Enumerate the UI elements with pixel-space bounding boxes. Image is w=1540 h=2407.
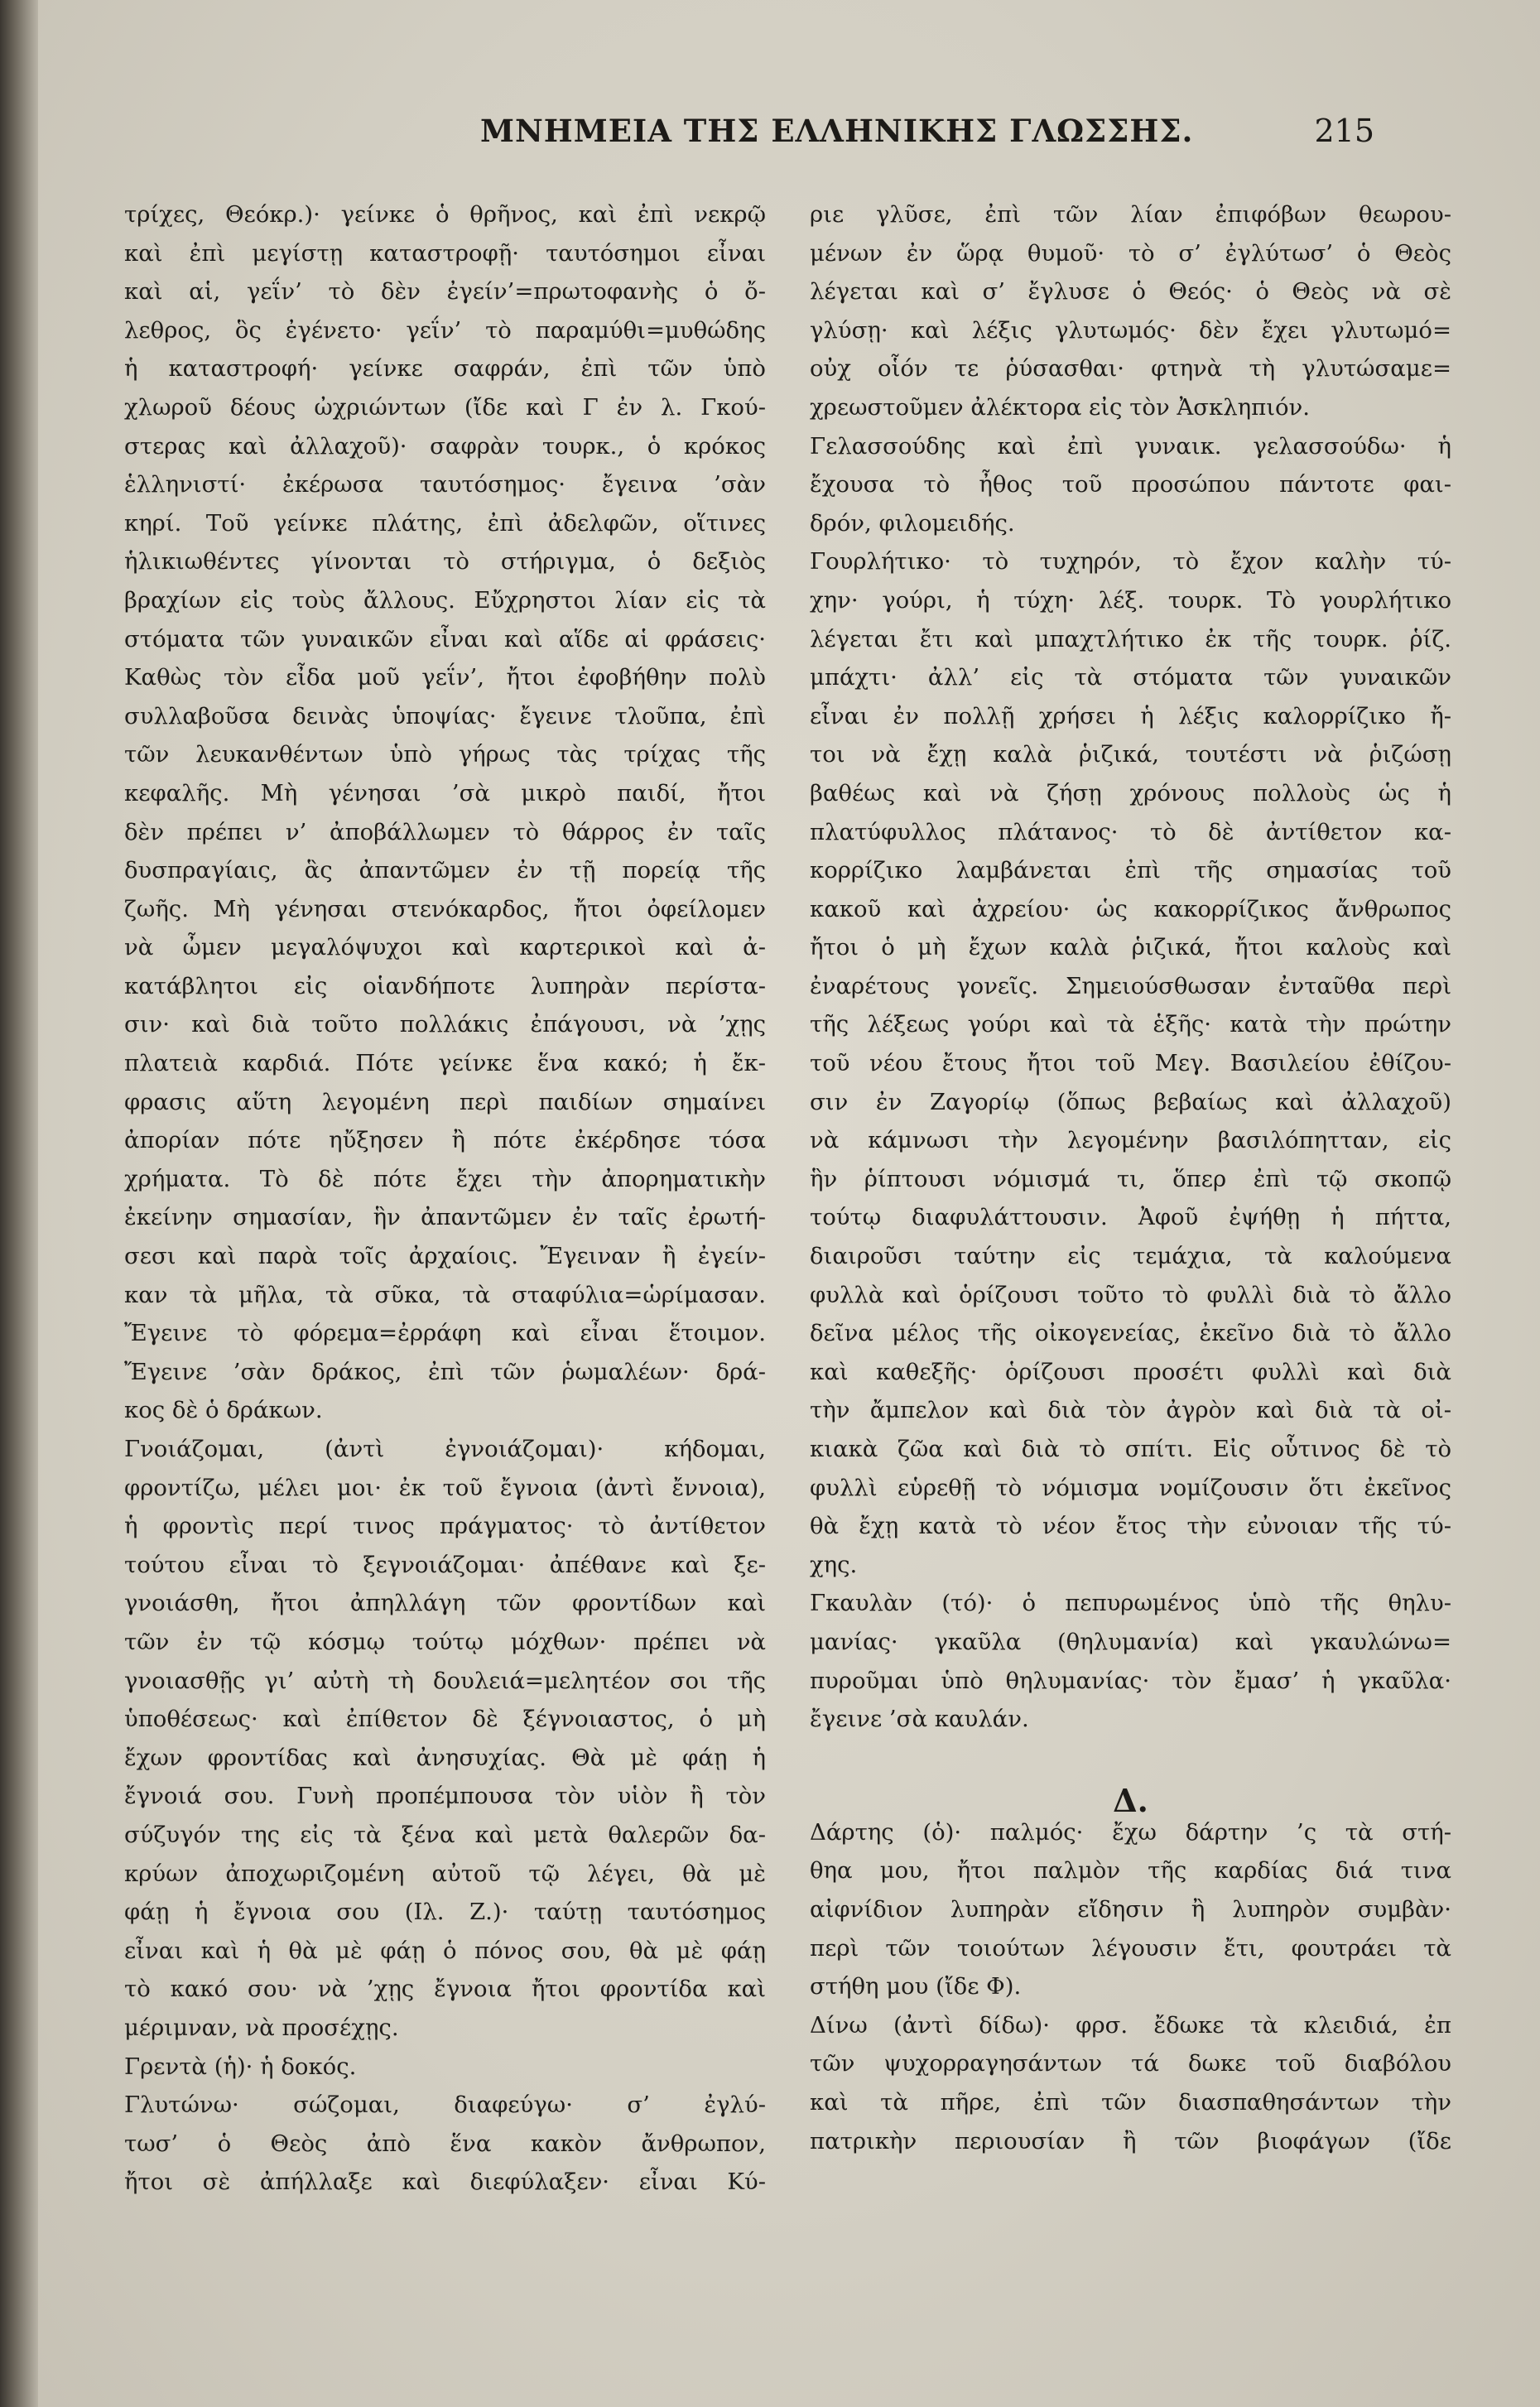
text-line: ἀπορίαν πότε ηὔξησεν ἢ πότε ἐκέρδησε τόσα: [124, 1127, 766, 1154]
text-line: Καθὼς τὸν εἶδα μοῦ γεΐν’, ἤτοι ἐφοβήθην πολὺ: [124, 664, 766, 691]
text-line: Γκαυλὰν (τό)· ὁ πεπυρωμένος ὑπὸ τῆς θηλυ-: [810, 1590, 1451, 1617]
text-line: Γουρλήτικο· τὸ τυχηρόν, τὸ ἔχον καλὴν τύ-: [810, 548, 1451, 575]
text-line: χης.: [810, 1551, 858, 1578]
text-line: σεσι καὶ παρὰ τοῖς ἀρχαίοις. Ἔγειναν ἢ ἐγείν-: [124, 1243, 766, 1270]
text-line: φροντίζω, μέλει μοι· ἐκ τοῦ ἔγνοια (ἀντὶ ἔννοια),: [124, 1474, 766, 1501]
text-line: ἤτοι ὁ μὴ ἔχων καλὰ ῥιζικά, ἤτοι καλοὺς καὶ: [810, 934, 1451, 961]
text-line: Γελασσούδης καὶ ἐπὶ γυναικ. γελασσούδω· ἡ: [810, 432, 1451, 460]
text-line: κεφαλῆς. Μὴ γένησαι ’σὰ μικρὸ παιδί, ἤτοι: [124, 779, 766, 806]
text-line: ἔχουσα τὸ ἦθος τοῦ προσώπου πάντοτε φαι-: [810, 471, 1451, 498]
text-line: πλατειὰ καρδιά. Πότε γείνκε ἕνα κακό; ἡ ἔκ-: [124, 1050, 766, 1077]
text-line: ὑποθέσεως· καὶ ἐπίθετον δὲ ξέγνοιαστος, ὁ μὴ: [124, 1706, 766, 1733]
book-gutter-shadow: [0, 0, 38, 2407]
text-line: Δάρτης (ὁ)· παλμός· ἔχω δάρτην ’ς τὰ στή-: [810, 1818, 1451, 1846]
text-line: Γρεντὰ (ἡ)· ἡ δοκός.: [124, 2053, 357, 2080]
text-line: τούτου εἶναι τὸ ξεγνοιάζομαι· ἀπέθανε καὶ ξε-: [124, 1551, 766, 1578]
text-line: αἰφνίδιον λυπηρὰν εἴδησιν ἢ λυπηρὸν συμβὰν·: [810, 1895, 1451, 1923]
left-column: [124, 195, 766, 2202]
right-column: [810, 195, 1451, 2160]
text-line: στόματα τῶν γυναικῶν εἶναι καὶ αἵδε αἱ φράσεις·: [124, 625, 766, 652]
text-line: καὶ αἱ, γεΐν’ τὸ δὲν ἐγείν’=πρωτοφανὴς ὁ ὄ-: [124, 278, 766, 306]
text-line: γνοιασθῇς γι’ αὐτὴ τὴ δουλειά=μελητέον σοι τῆς: [124, 1667, 766, 1694]
text-line: κακοῦ καὶ ἀχρείου· ὡς κακορρίζικος ἄνθρωπος: [810, 895, 1451, 922]
text-line: γνοιάσθη, ἤτοι ἀπηλλάγη τῶν φροντίδων καὶ: [124, 1590, 766, 1617]
text-line: τῶν ψυχορραγησάντων τά δωκε τοῦ διαβόλου: [810, 2050, 1451, 2077]
text-line: τρίχες, Θεόκρ.)· γείνκε ὁ θρῆνος, καὶ ἐπὶ νεκρῷ: [124, 201, 766, 228]
text-line: κος δὲ ὁ δράκων.: [124, 1397, 323, 1424]
text-line: τῶν ἐν τῷ κόσμῳ τούτῳ μόχθων· πρέπει νὰ: [124, 1628, 766, 1655]
text-line: ἔχων φροντίδας καὶ ἀνησυχίας. Θὰ μὲ φάῃ ἡ: [124, 1744, 766, 1771]
text-line: δὲν πρέπει ν’ ἀποβάλλωμεν τὸ θάρρος ἐν ταῖς: [124, 818, 766, 845]
text-line: θηα μου, ἤτοι παλμὸν τῆς καρδίας διά τινα: [810, 1857, 1451, 1885]
running-title: ΜΝΗΜΕΙΑ ΤΗΣ ΕΛΛΗΝΙΚΗΣ ΓΛΩΣΣΗΣ.: [480, 113, 1194, 149]
text-line: λέγεται ἔτι καὶ μπαχτλήτικο ἐκ τῆς τουρκ. ῥίζ.: [810, 625, 1451, 652]
page-header: [166, 106, 1374, 164]
text-line: τοι νὰ ἔχῃ καλὰ ῥιζικά, τουτέστι νὰ ῥιζώσῃ: [810, 741, 1451, 768]
text-line: θὰ ἔχῃ κατὰ τὸ νέον ἔτος τὴν εὐνοιαν τῆς τύ-: [810, 1513, 1451, 1540]
text-line: βραχίων εἰς τοὺς ἄλλους. Εὔχρηστοι λίαν εἰς τὰ: [124, 586, 766, 614]
text-line: λέγεται καὶ σ’ ἔγλυσε ὁ Θεός· ὁ Θεὸς νὰ σὲ: [810, 278, 1451, 306]
text-line: Γνοιάζομαι, (ἀντὶ ἐγνοιάζομαι)· κήδομαι,: [124, 1436, 766, 1462]
text-line: ριε γλῦσε, ἐπὶ τῶν λίαν ἐπιφόβων θεωρου-: [810, 201, 1451, 228]
right-column-entries-delta: [810, 1813, 1451, 2160]
text-line: νὰ ὦμεν μεγαλόψυχοι καὶ καρτερικοὶ καὶ ἀ-: [124, 934, 766, 961]
text-line: δεῖνα μέλος τῆς οἰκογενείας, ἐκεῖνο διὰ τὸ ἄλλο: [810, 1320, 1451, 1347]
section-letter-delta: Δ.: [1113, 1781, 1148, 1819]
text-line: ἣν ῥίπτουσι νόμισμά τι, ὅπερ ἐπὶ τῷ σκοπῷ: [810, 1165, 1451, 1192]
text-line: δυσπραγίαις, ἃς ἀπαντῶμεν ἐν τῇ πορείᾳ τῆς: [124, 857, 766, 884]
text-line: κρύων ἀποχωριζομένη αὐτοῦ τῷ λέγει, θὰ μὲ: [124, 1860, 766, 1887]
text-line: ἑλληνιστί· ἐκέρωσα ταυτόσημος· ἔγεινα ’σὰν: [124, 471, 766, 498]
text-line: σιν ἐν Ζαγορίῳ (ὅπως βεβαίως καὶ ἀλλαχοῦ): [810, 1088, 1451, 1115]
text-line: ἐκείνην σημασίαν, ἣν ἀπαντῶμεν ἐν ταῖς ἐρωτή-: [124, 1204, 766, 1231]
text-line: τούτῳ διαφυλάττουσιν. Ἀφοῦ ἐψήθῃ ἡ πήττα,: [810, 1204, 1451, 1231]
text-line: καν τὰ μῆλα, τὰ σῦκα, τὰ σταφύλια=ὡρίμασαν.: [124, 1281, 766, 1308]
text-line: περὶ τῶν τοιούτων λέγουσιν ἔτι, φουτράει τὰ: [810, 1934, 1451, 1962]
text-line: Γλυτώνω· σώζομαι, διαφεύγω· σ’ ἐγλύ-: [124, 2092, 766, 2119]
text-line: ἐναρέτους γονεῖς. Σημειούσθωσαν ἐνταῦθα περὶ: [810, 972, 1451, 999]
text-line: συλλαβοῦσα δεινὰς ὑποψίας· ἔγεινε τλοῦπα, ἐπὶ: [124, 702, 766, 729]
text-line: ἡ καταστροφή· γείνκε σαφράν, ἐπὶ τῶν ὑπὸ: [124, 355, 766, 383]
text-line: σιν· καὶ διὰ τοῦτο πολλάκις ἐπάγουσι, νὰ ’χῃς: [124, 1011, 766, 1038]
text-line: τοῦ νέου ἔτους ἤτοι τοῦ Μεγ. Βασιλείου ἐθίζου-: [810, 1050, 1451, 1077]
text-line: τωσ’ ὁ Θεὸς ἀπὸ ἕνα κακὸν ἄνθρωπον,: [124, 2130, 766, 2157]
text-line: λεθρος, ὃς ἐγένετο· γεΐν’ τὸ παραμύθι=μυθώδης: [124, 316, 766, 344]
text-line: χρεωστοῦμεν ἀλέκτορα εἰς τὸν Ἀσκληπιόν.: [810, 393, 1311, 421]
page-number: 215: [1314, 113, 1374, 149]
text-line: δρόν, φιλομειδής.: [810, 509, 1015, 537]
text-line: μένων ἐν ὥρᾳ θυμοῦ· τὸ σ’ ἐγλύτωσ’ ὁ Θεὸς: [810, 239, 1451, 267]
text-line: σύζυγόν της εἰς τὰ ξένα καὶ μετὰ θαλερῶν δα-: [124, 1821, 766, 1848]
right-column-entries-gamma: [810, 195, 1451, 1739]
text-line: Ἔγεινε ’σὰν δράκος, ἐπὶ τῶν ῥωμαλέων· δρά-: [124, 1358, 766, 1385]
text-line: χρήματα. Τὸ δὲ πότε ἔχει τὴν ἀπορηματικὴν: [124, 1165, 766, 1192]
text-line: Δίνω (ἀντὶ δίδω)· φρσ. ἔδωκε τὰ κλειδιά, ἐπ: [810, 2011, 1451, 2039]
text-line: πλατύφυλλος πλάτανος· τὸ δὲ ἀντίθετον κα-: [810, 818, 1451, 845]
text-line: καὶ τὰ πῆρε, ἐπὶ τῶν διασπαθησάντων τὴν: [810, 2088, 1451, 2116]
text-line: φυλλὶ εὑρεθῇ τὸ νόμισμα νομίζουσιν ὅτι ἐκεῖνος: [810, 1474, 1451, 1501]
text-line: βαθέως καὶ νὰ ζήσῃ χρόνους πολλοὺς ὡς ἡ: [810, 779, 1451, 806]
text-line: στήθη μου (ἴδε Φ).: [810, 1973, 1022, 2000]
text-line: εἶναι ἐν πολλῇ χρήσει ἡ λέξις καλορρίζικο ἤ-: [810, 702, 1451, 729]
text-line: χλωροῦ δέους ὠχριώντων (ἴδε καὶ Γ ἐν λ. Γκού-: [124, 393, 766, 421]
text-line: μανίας· γκαῦλα (θηλυμανία) καὶ γκαυλώνω=: [810, 1628, 1451, 1655]
text-line: χην· γούρι, ἡ τύχη· λέξ. τουρκ. Τὸ γουρλήτικο: [810, 586, 1451, 614]
text-line: μπάχτι· ἀλλ’ εἰς τὰ στόματα τῶν γυναικῶν: [810, 664, 1451, 691]
text-line: κηρί. Τοῦ γείνκε πλάτης, ἐπὶ ἀδελφῶν, οἵτινες: [124, 509, 766, 537]
text-line: ἡλικιωθέντες γίνονται τὸ στήριγμα, ὁ δεξιὸς: [124, 548, 766, 575]
text-line: τῆς λέξεως γούρι καὶ τὰ ἑξῆς· κατὰ τὴν πρώτην: [810, 1011, 1451, 1038]
text-line: γλύσῃ· καὶ λέξις γλυτωμός· δὲν ἔχει γλυτωμό=: [810, 316, 1451, 344]
text-line: κατάβλητοι εἰς οἱανδήποτε λυπηρὰν περίστα-: [124, 972, 766, 999]
text-line: φυλλὰ καὶ ὁρίζουσι τοῦτο τὸ φυλλὶ διὰ τὸ ἄλλο: [810, 1281, 1451, 1308]
text-line: διαιροῦσι ταύτην εἰς τεμάχια, τὰ καλούμενα: [810, 1243, 1451, 1270]
text-line: καὶ ἐπὶ μεγίστῃ καταστροφῇ· ταυτόσημοι εἶναι: [124, 239, 766, 267]
text-line: κιακὰ ζῶα καὶ διὰ τὸ σπίτι. Εἰς οὗτινος δὲ τὸ: [810, 1436, 1451, 1462]
text-line: τῶν λευκανθέντων ὑπὸ γήρως τὰς τρίχας τῆς: [124, 741, 766, 768]
text-line: φάῃ ἡ ἔγνοια σου (Ιλ. Ζ.)· ταύτῃ ταυτόσημος: [124, 1899, 766, 1926]
text-line: ζωῆς. Μὴ γένησαι στενόκαρδος, ἤτοι ὀφείλομεν: [124, 895, 766, 922]
text-line: μέριμναν, νὰ προσέχῃς.: [124, 2014, 399, 2041]
text-line: τὴν ἄμπελον καὶ διὰ τὸν ἀγρὸν καὶ διὰ τὰ οἰ-: [810, 1397, 1451, 1424]
text-line: ἤτοι σὲ ἀπήλλαξε καὶ διεφύλαξεν· εἶναι Κύ-: [124, 2169, 766, 2196]
text-line: νὰ κάμνωσι τὴν λεγομένην βασιλόπητταν, εἰς: [810, 1127, 1451, 1154]
text-line: κορρίζικο λαμβάνεται ἐπὶ τῆς σημασίας τοῦ: [810, 857, 1451, 884]
text-line: ἔγνοιά σου. Γυνὴ προπέμπουσα τὸν υἱὸν ἢ τὸν: [124, 1783, 766, 1810]
text-line: πυροῦμαι ὑπὸ θηλυμανίας· τὸν ἔμασ’ ἡ γκαῦλα·: [810, 1667, 1451, 1694]
text-line: καὶ καθεξῆς· ὁρίζουσι προσέτι φυλλὶ καὶ διὰ: [810, 1358, 1451, 1385]
text-line: οὐχ οἷόν τε ῥύσασθαι· φτηνὰ τὴ γλυτώσαμε=: [810, 355, 1451, 383]
text-line: ἡ φροντὶς περί τινος πράγματος· τὸ ἀντίθετον: [124, 1513, 766, 1540]
text-line: εἶναι καὶ ἡ θὰ μὲ φάῃ ὁ πόνος σου, θὰ μὲ φάῃ: [124, 1937, 766, 1964]
text-line: πατρικὴν περιουσίαν ἢ τῶν βιοφάγων (ἴδε: [810, 2127, 1451, 2154]
text-line: στερας καὶ ἀλλαχοῦ)· σαφρὰν τουρκ., ὁ κρόκος: [124, 432, 766, 460]
text-line: φρασις αὕτη λεγομένη περὶ παιδίων σημαίνει: [124, 1088, 766, 1115]
text-line: τὸ κακό σου· νὰ ’χῃς ἔγνοια ἤτοι φροντίδα καὶ: [124, 1976, 766, 2003]
text-line: ἔγεινε ’σὰ καυλάν.: [810, 1706, 1029, 1733]
text-line: Ἔγεινε τὸ φόρεμα=ἐρράφη καὶ εἶναι ἕτοιμον.: [124, 1320, 766, 1347]
